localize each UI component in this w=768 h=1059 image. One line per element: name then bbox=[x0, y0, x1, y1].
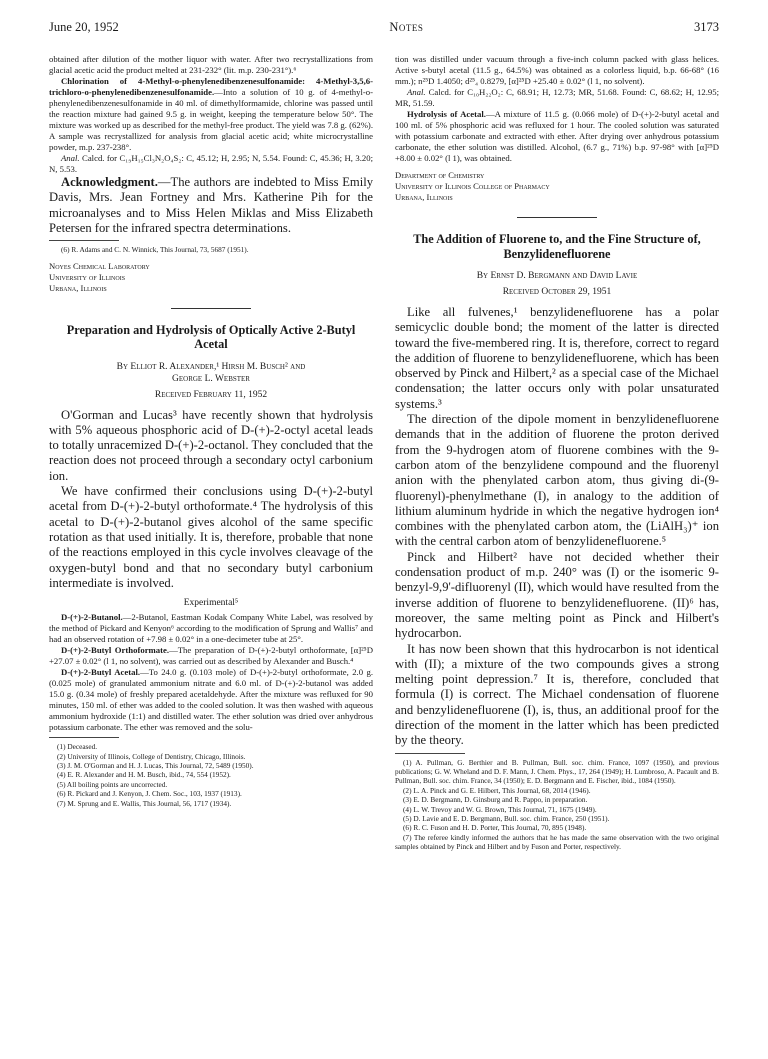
footnote: (6) R. Pickard and J. Kenyon, J. Chem. Soc., 103, 1937 (1913). bbox=[57, 789, 242, 799]
header-section: Notes bbox=[389, 20, 424, 34]
body-paragraph-3: Pinck and Hilbert² have not decided whether their condensation product of m.p. 240° was (I) or the isomeric 9-benzyl-9,9'-difluorenyl (II), which would have resulted from the inverse addition of fluorene to benzylidenefluorene. (II)⁶ has, moreover, the same melting point as Pinck and Hilbert's hydrocarbon. bbox=[395, 549, 719, 641]
intro-paragraph-2: We have confirmed their conclusions using D-(+)-2-butyl acetal from D-(+)-2-butyl orthoformate.⁴ The hydrolysis of this acetal to D-(+)-2-butanol gives alcohol of the same specific rotation as that used initially. It is, therefore, probable that none of the reactions employed in this cycle involves cleavage of the oxygen-butyl bond and that no secondary butyl carbonium intermediate is involved. bbox=[49, 484, 373, 590]
footnote-rule bbox=[49, 240, 119, 241]
experimental-acetal bbox=[49, 667, 373, 733]
left-paragraph-1: obtained after dilution of the mother liquor with water. After two recrystallizations from glacial acetic acid the product melted at 231-232° (lit. m.p. 230-231°).⁶ bbox=[49, 54, 373, 75]
right-column bbox=[395, 54, 719, 852]
left-paragraph-3 bbox=[49, 153, 373, 175]
footnote: (7) M. Sprung and E. Wallis, This Journal, 56, 1717 (1934). bbox=[57, 798, 232, 808]
left-column bbox=[49, 54, 373, 852]
affiliation-line: Department of Chemistry bbox=[395, 170, 485, 180]
acetal-heading: D-(+)-2-Butyl Acetal. bbox=[61, 667, 141, 678]
experimental-butanol bbox=[49, 612, 373, 645]
authors-line: By Elliot R. Alexander,¹ Hirsh M. Busch² and bbox=[116, 361, 306, 372]
footnote-rule bbox=[395, 753, 465, 754]
footnote: (5) All boiling points are uncorrected. bbox=[57, 779, 168, 789]
experimental-heading: Experimental⁵ bbox=[183, 598, 239, 609]
footnote-rule bbox=[49, 737, 119, 738]
left-footnotes bbox=[49, 742, 373, 808]
anal-body: Calcd. for C₁₉H₁₅Cl₃N₂O₄S₂: C, 45.12; H, 2.95; N, 5.54. Found: C, 45.36; H, 3.20; N, 5.53. bbox=[49, 153, 373, 174]
article-authors: By Ernst D. Bergmann and David Lavie bbox=[476, 271, 638, 281]
footnote: (6) R. C. Fuson and H. D. Porter, This Journal, 70, 895 (1948). bbox=[403, 823, 587, 833]
footnote: (1) Deceased. bbox=[57, 742, 98, 752]
right-paragraph-2 bbox=[395, 87, 719, 109]
footnote: (3) E. D. Bergmann, D. Ginsburg and R. Pappo, in preparation. bbox=[403, 795, 588, 805]
acetal-body: —To 24.0 g. (0.103 mole) of D-(+)-2-butyl orthoformate, 2.0 g. (0.025 mole) of granulated ammonium nitrate and 6.0 ml. of D-(+)-2-butanol was added 15.0 g. (0.34 mole) of freshly prepared acetaldehyde. After the mixture was refluxed for 90 minutes, 150 ml. of ether was added to the cooled solution. It was then washed with aqueous ammonium hydroxide (1:1) and distilled water. The ether solution was dried over anhydrous potassium carbonate. The ether was removed and the solu- bbox=[49, 667, 373, 733]
body-paragraph-4: It has now been shown that this hydrocarbon is not identical with (II); a mixture of the two compounds gives a strong melting point depression.⁷ It is, therefore, concluded that formula (I) is correct. The Michael condensation of fluorene and benzylidenefluorene (I), is, thus, an additional proof for the direction of the moment in the latter which has been predicted by the theory. bbox=[395, 641, 719, 748]
orthoformate-heading: D-(+)-2-Butyl Orthoformate. bbox=[61, 645, 170, 656]
anal-label: Anal. bbox=[407, 87, 426, 97]
page-header bbox=[49, 20, 719, 42]
anal-label: Anal. bbox=[61, 153, 80, 163]
right-footnotes bbox=[395, 758, 719, 852]
affiliation-line: Urbana, Illinois bbox=[49, 282, 107, 293]
hydrolysis-heading: Hydrolysis of Acetal. bbox=[407, 109, 486, 119]
article-title: Preparation and Hydrolysis of Optically Active 2-Butyl Acetal bbox=[66, 322, 356, 352]
footnote: (3) J. M. O'Gorman and H. J. Lucas, This Journal, 72, 5489 (1950). bbox=[57, 760, 254, 770]
experimental-orthoformate bbox=[49, 645, 373, 667]
header-date: June 20, 1952 bbox=[49, 20, 119, 34]
acknowledgment-heading: Acknowledgment. bbox=[61, 175, 158, 189]
intro-paragraph-1: O'Gorman and Lucas³ have recently shown that hydrolysis with 5% aqueous phosphoric acid of D-(+)-2-octyl acetal leads to totally unracemized D-(+)-2-octanol. They concluded that the reaction does not proceed through a secondary octyl carbonium ion. bbox=[49, 407, 373, 483]
affiliation-line: Urbana, Illinois bbox=[395, 192, 453, 202]
affiliation-line: University of Illinois College of Pharmacy bbox=[395, 181, 550, 191]
article-divider bbox=[517, 217, 597, 218]
footnote: (4) L. W. Trevoy and W. G. Brown, This Journal, 71, 1675 (1949). bbox=[403, 804, 597, 814]
affiliation-pharmacy bbox=[395, 170, 719, 203]
right-paragraph-1: tion was distilled under vacuum through a five-inch column packed with glass helices. Active s-butyl acetal (11.5 g., 64.5%) was obtained as a colorless liquid, b.p. 66-68° (16 mm.); n²⁵D 1.4050; d²⁵₄ 0.8279, [α]²⁵D +25.40 ± 0.02° (l 1, no solvent). bbox=[395, 54, 719, 86]
received-date: Received February 11, 1952 bbox=[154, 389, 268, 400]
butanol-body: —2-Butanol, Eastman Kodak Company White Label, was resolved by the method of Pickard and Kenyon⁶ according to the modification of Sprung and Wallis⁷ and had an observed rotation of +7.98 ± 0.02° in a one-decimeter tube at 25°. bbox=[49, 612, 373, 645]
body-paragraph-2: The direction of the dipole moment in benzylidenefluorene demands that in the addition of fluorene the proton derived from the 9-hydrogen atom of fluorene combines with the 9-carbon atom of the benzylidene compound and the fluorenyl anion with the phenylated carbon atom, thus giving di-(9-fluorenyl)-phenylmethane (I), in analogy to the addition of lithium aluminum hydride in which the negative hydrogen ion⁴ combines with the phenylated carbon atom, the (LiAlH₃)⁺ ion with the central carbon atom of benzylidenefluorene.⁵ bbox=[395, 412, 719, 549]
header-page-number: 3173 bbox=[693, 20, 719, 34]
article-divider bbox=[171, 308, 251, 309]
authors-line: George L. Webster bbox=[172, 373, 250, 384]
footnote-6: (6) R. Adams and C. N. Winnick, This Journal, 73, 5687 (1951). bbox=[61, 245, 249, 255]
acknowledgment bbox=[49, 175, 373, 236]
article-title: The Addition of Fluorene to, and the Fine Structure of, Benzylidenefluorene bbox=[413, 232, 701, 261]
received-date: Received October 29, 1951 bbox=[502, 287, 612, 297]
chlorination-heading: Chlorination of 4-Methyl-o-phenylenedibenzenesulfonamide: 4-Methyl-3,5,6-trichloro-o-phenylenedibenzenesulfonamide. bbox=[49, 76, 373, 97]
butanol-heading: D-(+)-2-Butanol. bbox=[61, 612, 123, 623]
acknowledgment-body: —The authors are indebted to Miss Emily Davis, Mrs. Jean Fortney and Mrs. Katherine Pih for the microanalyses and to Miss Helen Miklas and Miss Elizabeth Petersen for the infrared spectra determinations. bbox=[49, 175, 373, 235]
footnote: (7) The referee kindly informed the authors that he has made the same observation with the two original samples obtained by Pinck and Hilbert and by Fuson and Porter, respectively. bbox=[395, 832, 719, 852]
body-paragraph-1: Like all fulvenes,¹ benzylidenefluorene has a polar semicyclic double bond; the moment of the latter is directed toward the five-membered ring. It is, therefore, correct to regard the addition of fluorene to benzylidenefluorene, which has been observed by Pinck and Hilbert,² as a special case of the Michael condensation; the latter occurs only with polar unsaturated systems.³ bbox=[395, 305, 719, 411]
right-paragraph-3 bbox=[395, 109, 719, 164]
left-paragraph-2 bbox=[49, 76, 373, 153]
affiliation-line: University of Illinois bbox=[49, 271, 126, 282]
article-authors bbox=[49, 361, 373, 385]
hydrolysis-body: —A mixture of 11.5 g. (0.066 mole) of D-(+)-2-butyl acetal and 100 ml. of 5% phosphoric acid was refluxed for 1 hour. The cooled solution was saturated with potassium carbonate and extracted with ether. After drying over anhydrous potassium carbonate, the ether solution was distilled. Alcohol, (6.7 g., 71%) b.p. 97-98° with [α]²⁵D +8.00 ± 0.02° (l 1), was obtained. bbox=[395, 109, 719, 163]
footnote: (1) A. Pullman, G. Berthier and B. Pullman, Bull. soc. chim. France, 1097 (1950), and previous publications; G. W. Wheland and D. F. Mann, J. Chem. Phys., 17, 264 (1949); H. Lumbroso, A. Pacault and B. Pullman, Bull. soc. chim. France, 34 (1950); E. D. Bergmann and E. Fischer, ibid., 1084 (1950). bbox=[395, 757, 719, 786]
orthoformate-body: —The preparation of D-(+)-2-butyl orthoformate, [α]²⁵D +27.07 ± 0.02° (l 1, no solvent), was carried out as described by Alexander and Busch.⁴ bbox=[49, 645, 373, 667]
footnote: (5) D. Lavie and E. D. Bergmann, Bull. soc. chim. France, 250 (1951). bbox=[403, 814, 610, 824]
footnote: (2) University of Illinois, College of Dentistry, Chicago, Illinois. bbox=[57, 751, 246, 761]
footnote: (4) E. R. Alexander and H. M. Busch, ibid., 74, 554 (1952). bbox=[57, 770, 231, 780]
footnote: (2) L. A. Pinck and G. E. Hilbert, This Journal, 68, 2014 (1946). bbox=[403, 785, 591, 795]
anal-body: Calcd. for C₁₀H₂₂O₂: C, 68.91; H, 12.73; MR, 51.68. Found: C, 68.62; H, 12.95; MR, 51.59. bbox=[395, 87, 719, 108]
chlorination-body: —Into a solution of 10 g. of 4-methyl-o-phenylenedibenzenesulfonamide in 40 ml. of dimethylformamide, chlorine was passed until the reaction mixture had gained 9.5 g. in weight, keeping the temperature below 50°. The mixture was worked up as described for the methyl-free product. The yield was 7.8 g. (62%). A sample was recrystallized for analysis from glacial acetic acid; white microcrystalline powder, m.p. 237-238°. bbox=[49, 87, 373, 152]
affiliation-noyes bbox=[49, 261, 373, 294]
affiliation-line: Noyes Chemical Laboratory bbox=[49, 260, 150, 271]
